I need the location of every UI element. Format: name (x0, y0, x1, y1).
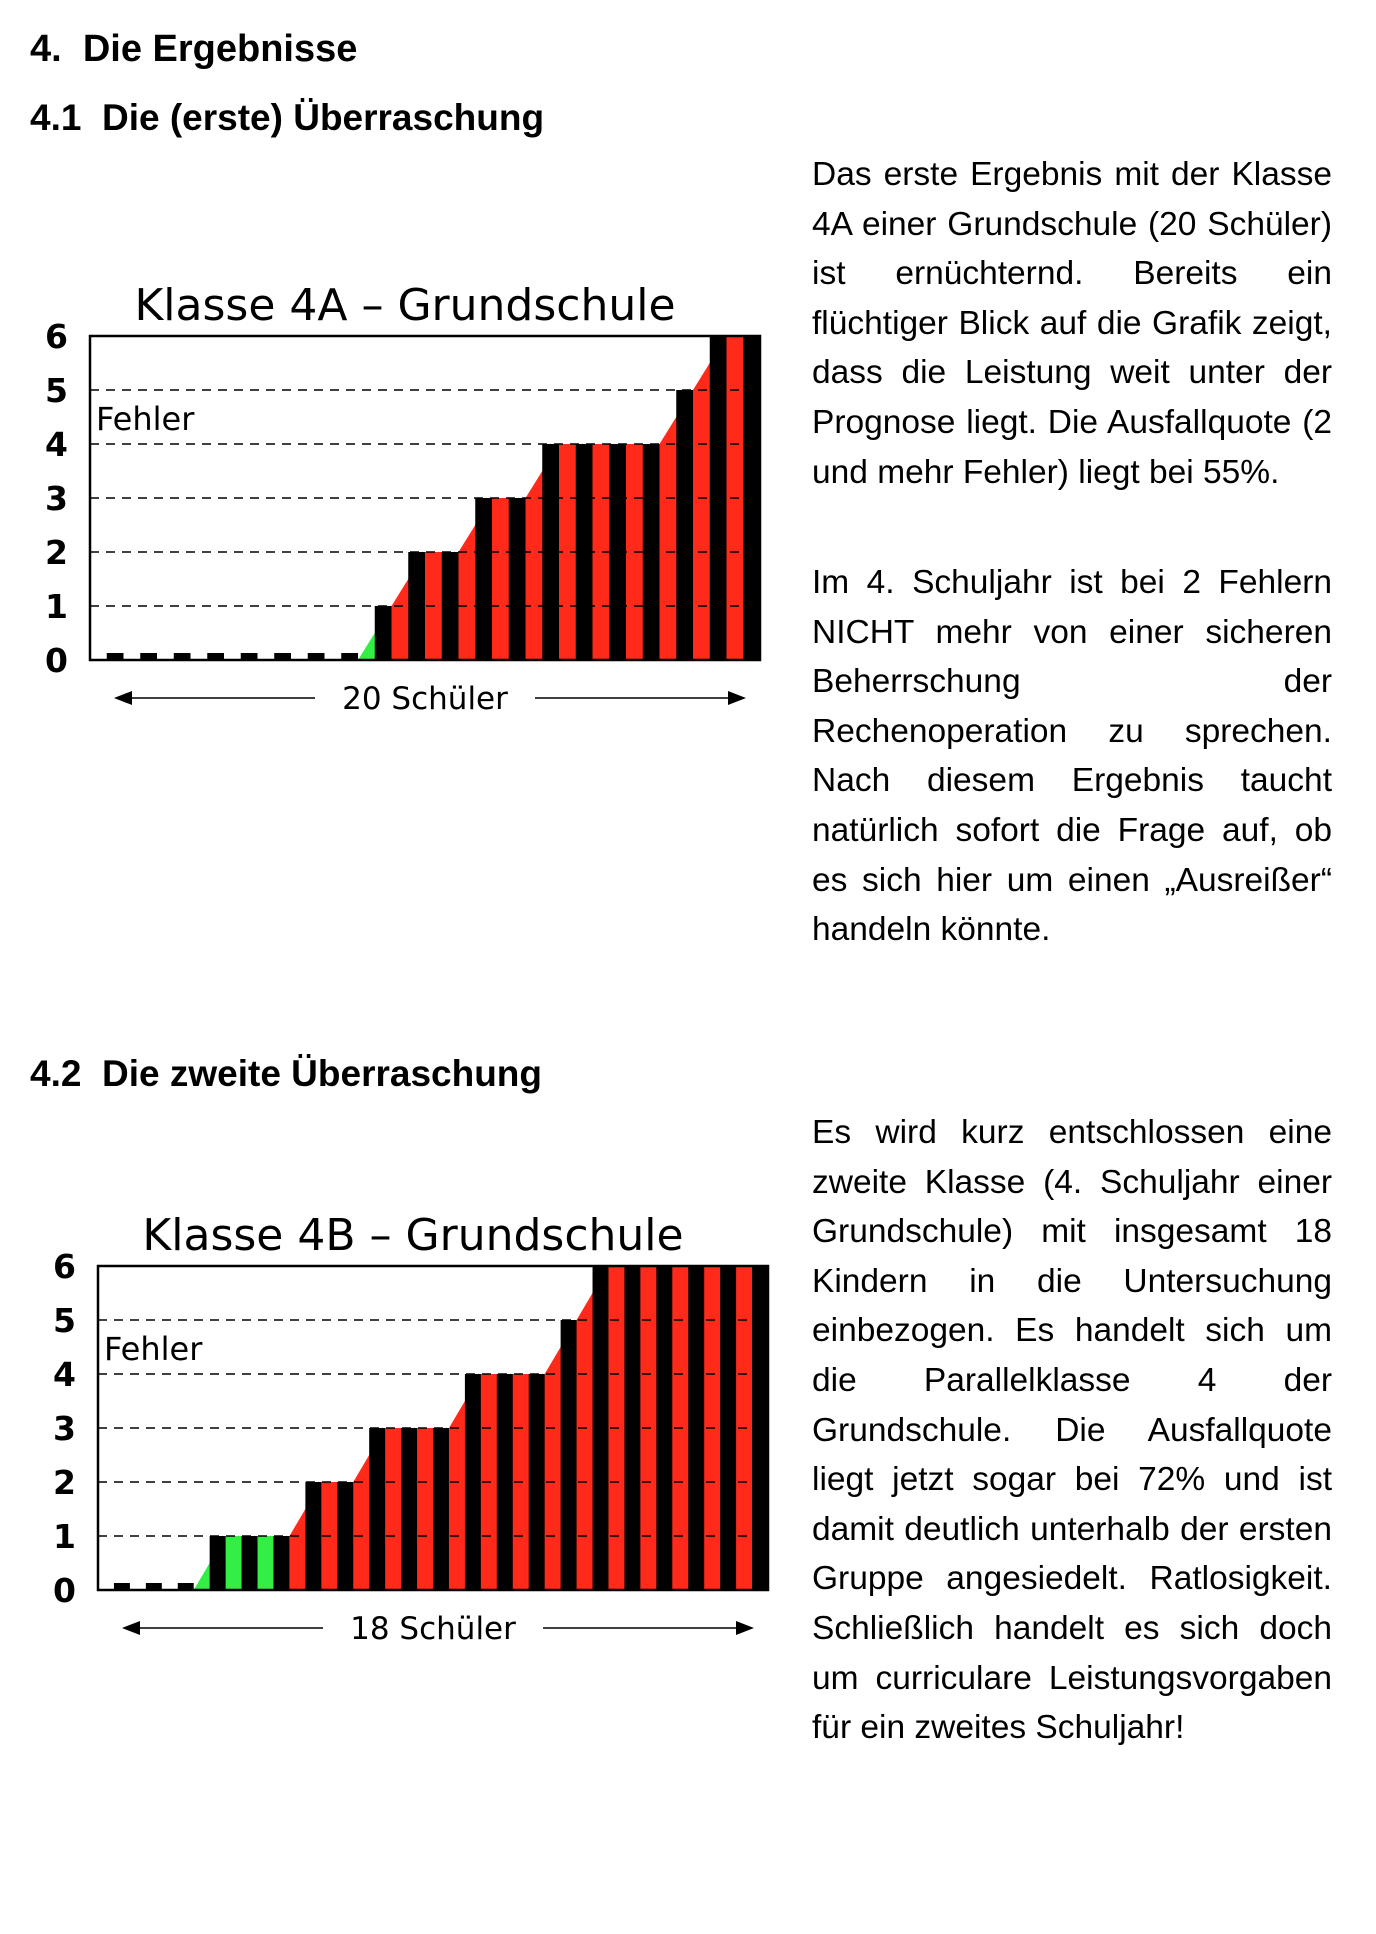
y-tick-label: 0 (45, 641, 68, 680)
data-bar (656, 1266, 672, 1590)
subsection-heading-2 (30, 1053, 542, 1095)
subsection-number: 4.1 (30, 97, 82, 138)
section-heading (30, 28, 357, 71)
subsection-number: 4.2 (30, 1053, 82, 1094)
y-tick-label: 4 (53, 1355, 76, 1394)
data-bar (375, 606, 392, 660)
data-bar (408, 552, 425, 660)
data-bar (561, 1320, 577, 1590)
data-bar (369, 1428, 385, 1590)
chart-title: Klasse 4B – Grundschule (142, 1210, 684, 1261)
data-bar (433, 1428, 449, 1590)
y-axis-label: Fehler (104, 1330, 203, 1368)
x-arrowhead-right (728, 691, 746, 705)
data-bar (475, 498, 492, 660)
data-bar (624, 1266, 640, 1590)
data-bar (688, 1266, 704, 1590)
y-tick-label: 4 (45, 425, 68, 464)
data-bar (576, 444, 593, 660)
data-bar (305, 1482, 321, 1590)
paragraph-2: Im 4. Schuljahr ist bei 2 Fehlern NICHT mehr von einer sicheren Beherrschung der Rechenoperation zu sprechen. Nach diesem Ergebnis taucht natürlich sofort die Frage auf, ob es sich hier um einen „Ausreißer“ handeln könnte. (812, 564, 1332, 949)
x-arrowhead-right (736, 1621, 754, 1635)
data-bar (442, 552, 459, 660)
chart-title: Klasse 4A – Grundschule (134, 280, 676, 331)
y-tick-label: 6 (45, 317, 68, 356)
y-tick-label: 2 (45, 533, 68, 572)
x-axis-label: 20 Schüler (342, 681, 508, 717)
data-bar (210, 1536, 226, 1590)
subsection-title: Die zweite Überraschung (102, 1053, 543, 1094)
data-bar (743, 336, 760, 660)
x-arrowhead-left (122, 1621, 140, 1635)
data-bar (509, 498, 526, 660)
data-bar (497, 1374, 513, 1590)
section-title: Die Ergebnisse (82, 28, 358, 70)
data-bar (273, 1536, 289, 1590)
x-arrowhead-left (114, 691, 132, 705)
paragraph-1: Das erste Ergebnis mit der Klasse 4A einer Grundschule (20 Schüler) ist ernüchternd. Bereits ein flüchtiger Blick auf die Grafik zeigt, dass die Leistung weit unter der Prognose liegt. Die Ausfallquote (2 und mehr Fehler) liegt bei 55%. (812, 156, 1332, 491)
data-bar (752, 1266, 768, 1590)
data-bar (676, 390, 693, 660)
y-tick-label: 5 (45, 371, 68, 410)
data-bar (542, 444, 559, 660)
section-number: 4. (30, 28, 62, 70)
y-tick-label: 0 (53, 1571, 76, 1610)
y-tick-label: 1 (53, 1517, 76, 1556)
y-tick-label: 1 (45, 587, 68, 626)
chart-klasse-4b (0, 1200, 790, 1660)
y-tick-label: 2 (53, 1463, 76, 1502)
data-bar (593, 1266, 609, 1590)
subsection-heading-1 (30, 97, 544, 139)
paragraph-3: Es wird kurz entschlossen eine zweite Klasse (4. Schuljahr einer Grundschule) mit insgesamt 18 Kindern in die Untersuchung einbezogen. Es handelt sich um die Parallelklasse 4 der Grundschule. Die Ausfallquote liegt jetzt sogar bei 72% und ist damit deutlich unterhalb der ersten Gruppe angesiedelt. Ratlosigkeit. Schließlich handelt es sich doch um curriculare Leistungsvorgaben für ein zweites Schuljahr! (812, 1114, 1332, 1747)
pass-area (90, 606, 392, 660)
data-bar (529, 1374, 545, 1590)
subsection-title: Die (erste) Überraschung (102, 97, 545, 138)
data-bar (401, 1428, 417, 1590)
chart-klasse-4a (0, 270, 790, 730)
pass-area (98, 1536, 289, 1590)
data-bar (720, 1266, 736, 1590)
y-tick-label: 3 (45, 479, 68, 518)
y-axis-label: Fehler (96, 400, 195, 438)
data-bar (337, 1482, 353, 1590)
x-axis-label: 18 Schüler (350, 1611, 516, 1647)
data-bar (609, 444, 626, 660)
y-tick-label: 6 (53, 1247, 76, 1286)
y-tick-label: 3 (53, 1409, 76, 1448)
data-bar (465, 1374, 481, 1590)
data-bar (710, 336, 727, 660)
data-bar (242, 1536, 258, 1590)
y-tick-label: 5 (53, 1301, 76, 1340)
data-bar (643, 444, 660, 660)
